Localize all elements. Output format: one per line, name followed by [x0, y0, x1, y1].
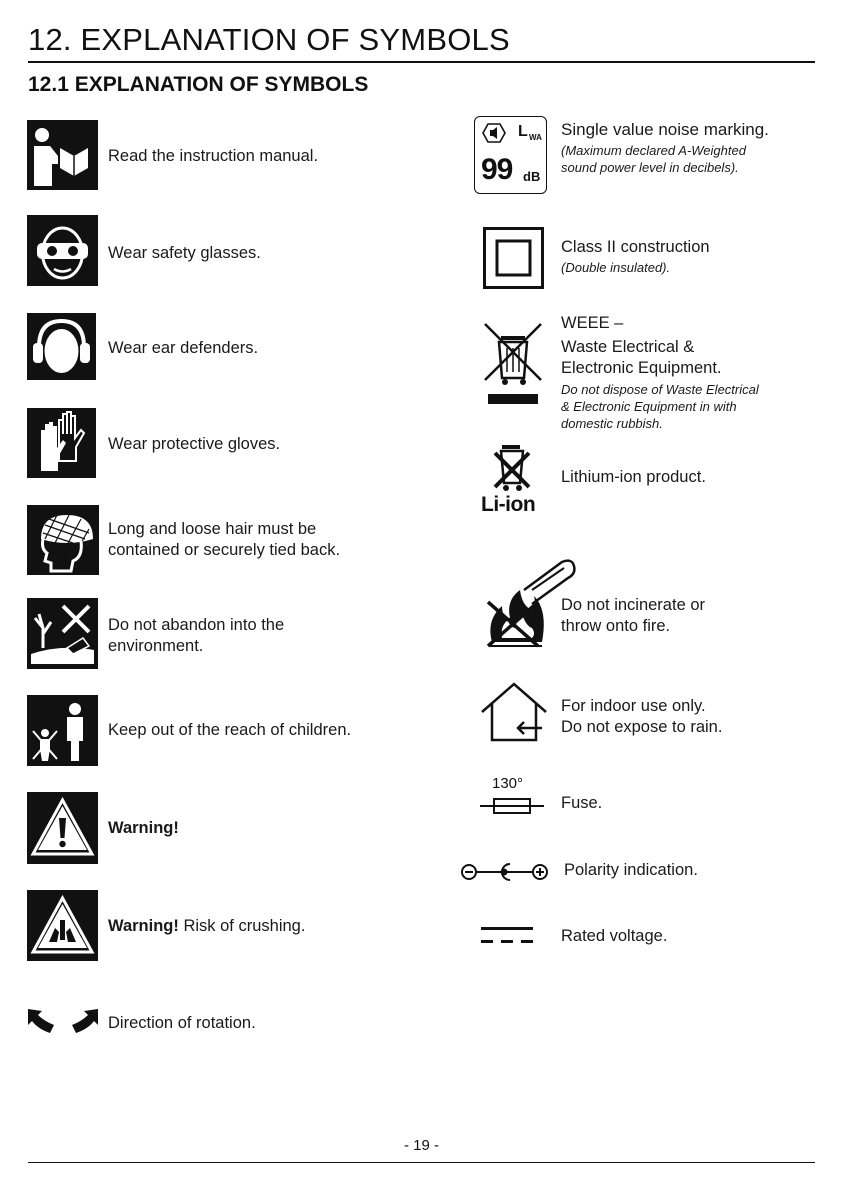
children-text: Keep out of the reach of children. [108, 721, 352, 739]
fuse-text: Fuse. [561, 794, 603, 812]
hair-net-icon [27, 505, 99, 575]
li-ion-text: Lithium-ion product. [561, 468, 706, 486]
section-title: 12.1 EXPLANATION OF SYMBOLS [28, 73, 369, 96]
indoor-text-line-2: Do not expose to rain. [561, 718, 723, 736]
crushing-warning-icon [27, 890, 98, 961]
noise-text-main: Single value noise marking. [561, 120, 769, 139]
noise-label-l: L [518, 123, 528, 140]
noise-note-1: (Maximum declared A-Weighted [561, 143, 746, 158]
safety-glasses-text: Wear safety glasses. [108, 244, 261, 262]
weee-text-line-3: Electronic Equipment. [561, 359, 722, 377]
weee-text [561, 313, 759, 432]
crushing-text-bold: Warning! [108, 917, 179, 935]
rotation-text: Direction of rotation. [108, 1014, 256, 1032]
noise-note-2: sound power level in decibels). [561, 160, 739, 175]
hair-text-line-1: Long and loose hair must be [108, 520, 317, 538]
indoor-use-icon [480, 682, 548, 742]
class-ii-note: (Double insulated). [561, 260, 671, 275]
weee-bin-icon [483, 322, 543, 406]
crushing-text [108, 916, 305, 937]
weee-note-1: Do not dispose of Waste Electrical [561, 382, 759, 397]
page-title: 12. EXPLANATION OF SYMBOLS [28, 22, 510, 57]
noise-label-wa: WA [529, 133, 542, 142]
read-manual-text: Read the instruction manual. [108, 147, 319, 165]
li-ion-icon [481, 441, 535, 517]
fire-text-line-2: throw onto fire. [561, 617, 671, 635]
gloves-icon [27, 408, 96, 478]
noise-unit: dB [523, 169, 541, 184]
voltage-text: Rated voltage. [561, 927, 668, 945]
polarity-text: Polarity indication. [564, 861, 698, 879]
weee-text-line-2: Waste Electrical & [561, 338, 695, 356]
children-icon [27, 695, 98, 766]
dc-voltage-icon [481, 927, 533, 945]
class-ii-text [561, 237, 710, 276]
fire-text-line-1: Do not incinerate or [561, 596, 705, 614]
speaker-icon [481, 122, 507, 144]
environment-text [108, 615, 284, 657]
environment-icon [27, 598, 98, 669]
indoor-text [561, 696, 722, 738]
polarity-icon [460, 861, 550, 883]
class-ii-text-main: Class II construction [561, 238, 710, 256]
ear-defenders-text: Wear ear defenders. [108, 339, 259, 357]
noise-text [561, 119, 769, 176]
footer-divider [28, 1162, 815, 1163]
li-ion-label: Li-ion [481, 493, 536, 516]
warning-text: Warning! [108, 819, 179, 837]
weee-note-2: & Electronic Equipment in with [561, 399, 737, 414]
environment-text-line-1: Do not abandon into the [108, 616, 285, 634]
gloves-text: Wear protective gloves. [108, 435, 281, 453]
rotation-arrows-icon [26, 1005, 100, 1039]
read-manual-icon [27, 120, 98, 190]
indoor-text-line-1: For indoor use only. [561, 697, 706, 715]
safety-glasses-icon [27, 215, 98, 286]
crushing-text-rest: Risk of crushing. [178, 917, 306, 935]
fuse-label: 130° [492, 775, 524, 792]
ear-defenders-icon [27, 313, 96, 380]
class-ii-icon [483, 227, 544, 289]
noise-marking-icon [474, 116, 547, 194]
hair-text [108, 519, 340, 561]
warning-icon [27, 792, 98, 864]
title-divider [28, 61, 815, 63]
environment-text-line-2: environment. [108, 637, 204, 655]
page-number: - 19 - [403, 1137, 439, 1154]
weee-text-line-1: WEEE – [561, 314, 624, 332]
fire-text [561, 595, 705, 637]
hair-text-line-2: contained or securely tied back. [108, 541, 341, 559]
noise-value: 99 [481, 153, 513, 186]
weee-note-3: domestic rubbish. [561, 416, 663, 431]
